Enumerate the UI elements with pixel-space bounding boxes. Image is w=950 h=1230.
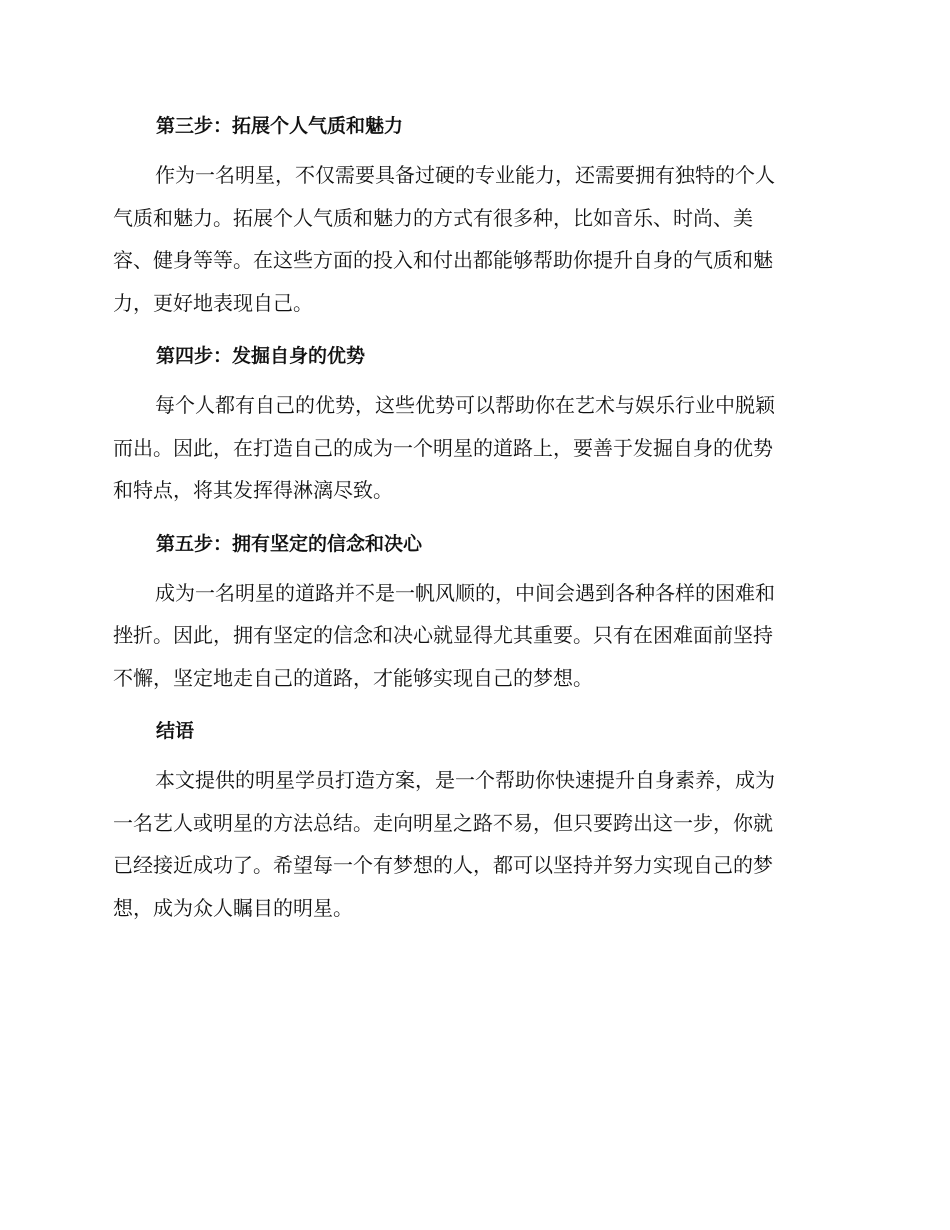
paragraph-line: 力，更好地表现自己。 xyxy=(113,290,313,315)
paragraph-line: 挫折。因此，拥有坚定的信念和决心就显得尤其重要。只有在困难面前坚持 xyxy=(113,623,773,647)
section-step-five xyxy=(113,524,837,700)
section-step-four xyxy=(113,336,837,512)
paragraph-line: 想，成为众人瞩目的明星。 xyxy=(113,895,353,920)
paragraph-line: 成为一名明星的道路并不是一帆风顺的，中间会遇到各种各样的困难和 xyxy=(155,580,775,605)
section-heading: 第五步：拥有坚定的信念和决心 xyxy=(156,532,423,555)
section-heading: 第三步：拓展个人气质和魅力 xyxy=(156,115,404,137)
section-step-three xyxy=(113,106,837,324)
section-paragraph xyxy=(113,384,837,512)
paragraph-line: 容、健身等等。在这些方面的投入和付出都能够帮助你提升自身的气质和魅 xyxy=(113,248,773,272)
paragraph-line: 本文提供的明星学员打造方案，是一个帮助你快速提升自身素养，成为 xyxy=(155,768,775,792)
section-paragraph xyxy=(113,154,837,324)
section-heading: 第四步：发掘自身的优势 xyxy=(156,345,366,367)
paragraph-line: 一名艺人或明星的方法总结。走向明星之路不易，但只要跨出这一步，你就 xyxy=(113,810,773,835)
paragraph-line: 每个人都有自己的优势，这些优势可以帮助你在艺术与娱乐行业中脱颖 xyxy=(155,393,775,417)
section-paragraph xyxy=(113,572,837,700)
paragraph-line: 气质和魅力。拓展个人气质和魅力的方式有很多种，比如音乐、时尚、美 xyxy=(113,205,753,230)
section-paragraph xyxy=(113,759,837,929)
section-conclusion xyxy=(113,711,837,929)
paragraph-line: 和特点，将其发挥得淋漓尽致。 xyxy=(113,478,393,502)
paragraph-line: 不懈，坚定地走自己的道路，才能够实现自己的梦想。 xyxy=(113,665,593,690)
section-heading: 结语 xyxy=(156,720,195,742)
paragraph-line: 已经接近成功了。希望每一个有梦想的人，都可以坚持并努力实现自己的梦 xyxy=(113,853,773,877)
paragraph-line: 作为一名明星，不仅需要具备过硬的专业能力，还需要拥有独特的个人 xyxy=(155,163,775,187)
paragraph-line: 而出。因此，在打造自己的成为一个明星的道路上，要善于发掘自身的优势 xyxy=(113,435,773,460)
document-page xyxy=(113,106,837,941)
